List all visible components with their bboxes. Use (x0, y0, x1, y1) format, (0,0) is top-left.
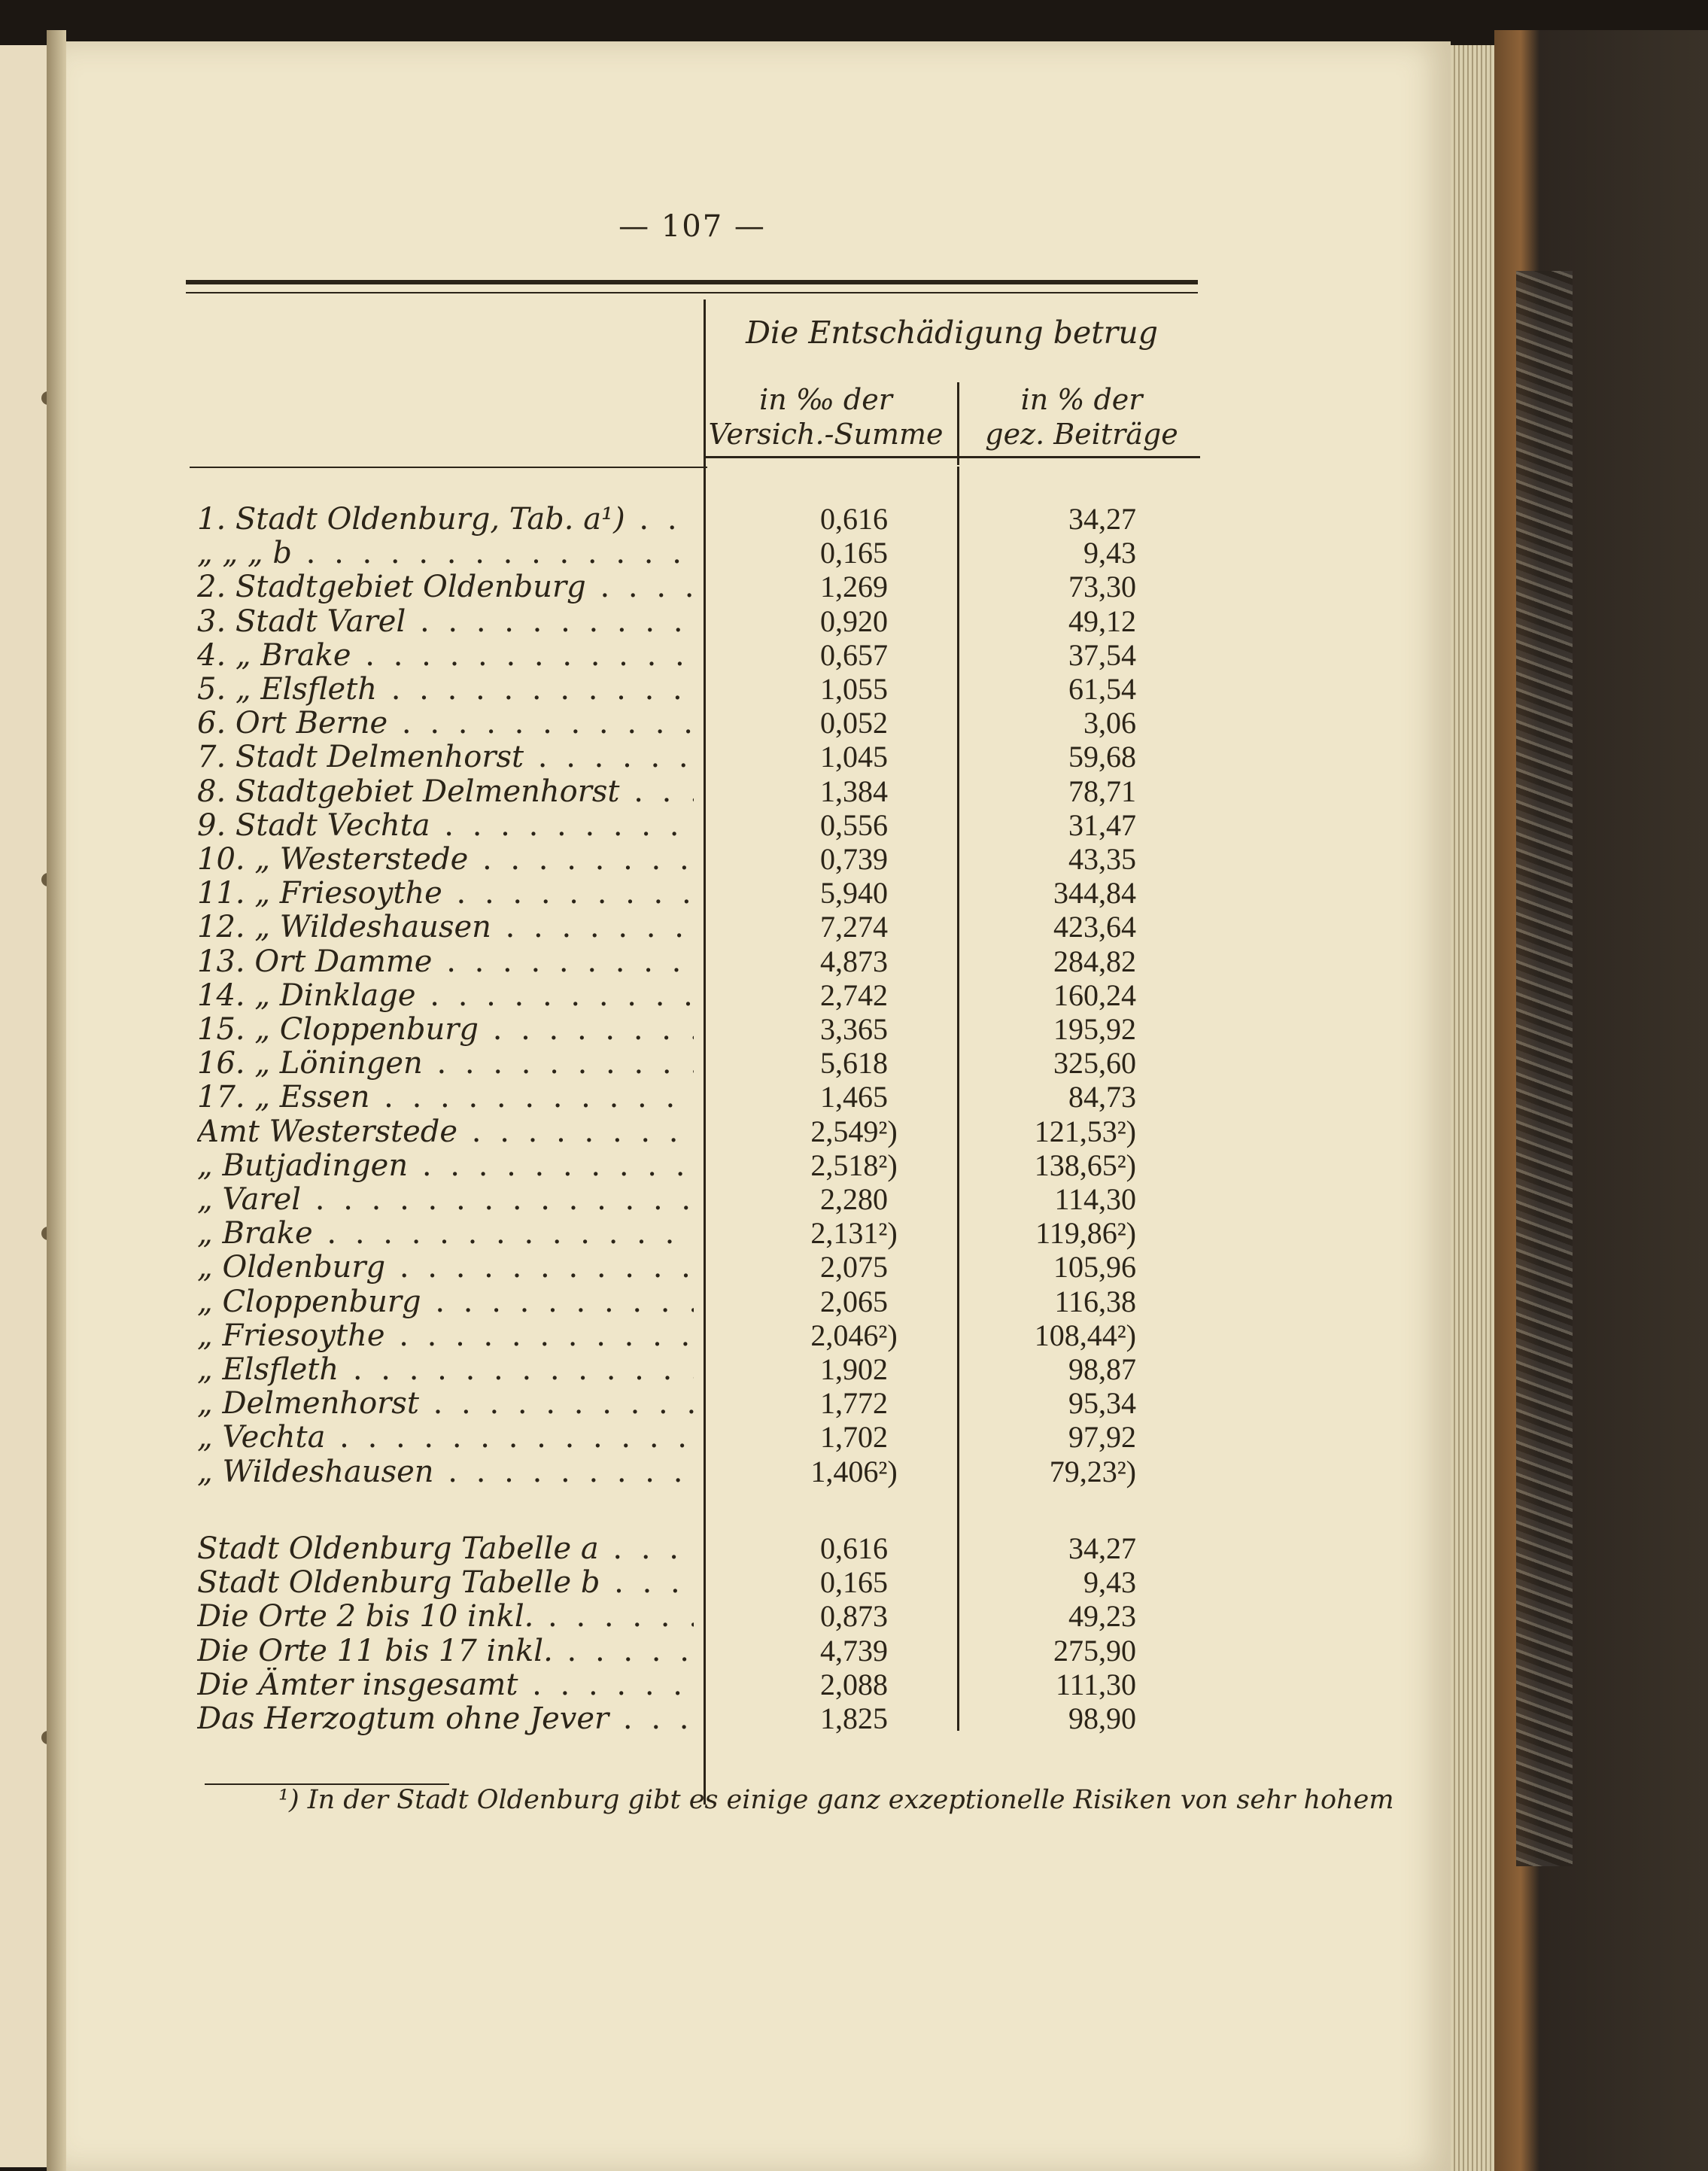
table-row (0, 1420, 1708, 1455)
value-beitraege: 98,87 (1068, 1352, 1136, 1386)
value-versich-summe: 0,657 (820, 637, 888, 672)
row-label: 15. „ Cloppenburg . . . (197, 1012, 694, 1047)
value-beitraege: 9,43 (1083, 536, 1136, 570)
table-row (0, 876, 1708, 911)
value-beitraege: 325,60 (1053, 1046, 1136, 1081)
table-row (0, 1148, 1708, 1183)
value-beitraege: 37,54 (1068, 637, 1136, 672)
value-beitraege: 95,34 (1068, 1386, 1136, 1421)
table-row (0, 1012, 1708, 1047)
table-row (0, 944, 1708, 979)
value-versich-summe: 2,075 (820, 1250, 888, 1285)
table-row (0, 1386, 1708, 1421)
value-beitraege: 108,44²) (1034, 1318, 1136, 1352)
table-row (0, 910, 1708, 944)
value-versich-summe: 2,088 (820, 1667, 888, 1701)
value-versich-summe: 0,739 (820, 842, 888, 876)
value-beitraege: 97,92 (1068, 1420, 1136, 1455)
row-label: „ Cloppenburg . . . (197, 1285, 694, 1319)
table-row (0, 638, 1708, 673)
row-label: 10. „ Westerstede . . . (197, 842, 694, 877)
value-versich-summe: 1,269 (820, 570, 888, 604)
col2-header-line1: in % der (1020, 383, 1143, 416)
row-label: 3. Stadt Varel . . . (197, 604, 694, 639)
row-label: 14. „ Dinklage . . . (197, 978, 694, 1013)
value-beitraege: 121,53²) (1034, 1114, 1136, 1148)
table-row (0, 1285, 1708, 1319)
value-versich-summe: 1,055 (820, 672, 888, 706)
value-versich-summe: 0,616 (820, 1531, 888, 1565)
value-beitraege: 34,27 (1068, 502, 1136, 536)
table-row (0, 774, 1708, 809)
value-versich-summe: 0,873 (820, 1599, 888, 1634)
value-beitraege: 49,12 (1068, 604, 1136, 638)
value-beitraege: 119,86²) (1035, 1216, 1136, 1251)
value-versich-summe: 7,274 (820, 910, 888, 944)
row-label: Die Orte 11 bis 17 inkl. . . . (197, 1634, 694, 1668)
value-versich-summe: 2,549²) (810, 1114, 898, 1148)
row-label: „ Elsfleth . . . (197, 1352, 694, 1387)
table-row (0, 570, 1708, 604)
row-label: „ Butjadingen . . . (197, 1148, 694, 1183)
value-versich-summe: 4,873 (820, 944, 888, 978)
table-row (0, 1080, 1708, 1114)
column-header-beitraege (959, 382, 1204, 452)
value-beitraege: 423,64 (1053, 910, 1136, 944)
table-row (0, 536, 1708, 570)
value-versich-summe: 2,065 (820, 1284, 888, 1318)
table-row (0, 1565, 1708, 1600)
column-header-versich-summe (704, 382, 948, 452)
col1-header-line1: in ‰ der (759, 383, 892, 416)
table-row (0, 1250, 1708, 1285)
value-beitraege: 3,06 (1083, 706, 1136, 740)
value-versich-summe: 0,556 (820, 807, 888, 842)
value-beitraege: 59,68 (1068, 740, 1136, 774)
value-beitraege: 34,27 (1068, 1531, 1136, 1565)
value-versich-summe: 1,702 (820, 1420, 888, 1455)
row-label: 7. Stadt Delmenhorst . . . (197, 740, 694, 774)
row-label: 4. „ Brake . . . (197, 638, 694, 673)
col1-header-line2: Versich.-Summe (708, 418, 944, 451)
row-label: 8. Stadtgebiet Delmenhorst . . . (197, 774, 694, 809)
table-row (0, 1318, 1708, 1353)
table-row (0, 1114, 1708, 1149)
value-versich-summe: 1,902 (820, 1352, 888, 1386)
row-label: 12. „ Wildeshausen . . . (197, 910, 694, 944)
value-beitraege: 49,23 (1068, 1599, 1136, 1634)
value-beitraege: 61,54 (1068, 672, 1136, 706)
value-versich-summe: 1,406²) (810, 1454, 898, 1488)
row-label: 1. Stadt Oldenburg, Tab. a¹) . . . (197, 502, 694, 537)
header-divider (957, 382, 959, 465)
row-label: Amt Westerstede . . . (197, 1114, 694, 1149)
table-row (0, 842, 1708, 877)
value-beitraege: 84,73 (1068, 1080, 1136, 1114)
table-row (0, 1455, 1708, 1489)
value-beitraege: 111,30 (1055, 1667, 1136, 1701)
table-row (0, 1046, 1708, 1081)
table-row (0, 740, 1708, 774)
value-versich-summe: 0,165 (820, 1565, 888, 1600)
table-row (0, 808, 1708, 843)
table-row (0, 1182, 1708, 1217)
row-label: „ Delmenhorst . . . (197, 1386, 694, 1421)
row-label: 2. Stadtgebiet Oldenburg . . . (197, 570, 694, 604)
row-label: „ Vechta . . . (197, 1420, 694, 1455)
value-versich-summe: 1,825 (820, 1701, 888, 1735)
value-versich-summe: 2,518²) (810, 1148, 898, 1182)
table-row (0, 502, 1708, 537)
row-label: 6. Ort Berne . . . (197, 706, 694, 740)
row-label: 11. „ Friesoythe . . . (197, 876, 694, 911)
row-label: 9. Stadt Vechta . . . (197, 808, 694, 843)
value-beitraege: 73,30 (1068, 570, 1136, 604)
row-label: „ Varel . . . (197, 1182, 694, 1217)
footnote: ¹) In der Stadt Oldenburg gibt es einige ganz exzeptionelle Risiken von sehr hohem (278, 1785, 1394, 1815)
value-beitraege: 78,71 (1068, 774, 1136, 808)
value-beitraege: 105,96 (1053, 1250, 1136, 1285)
value-beitraege: 116,38 (1054, 1284, 1136, 1318)
table-row (0, 672, 1708, 707)
table-row (0, 1701, 1708, 1736)
value-beitraege: 160,24 (1053, 978, 1136, 1012)
value-beitraege: 98,90 (1068, 1701, 1136, 1735)
table-row (0, 1668, 1708, 1702)
value-versich-summe: 0,052 (820, 706, 888, 740)
value-beitraege: 275,90 (1053, 1633, 1136, 1668)
value-beitraege: 114,30 (1054, 1182, 1136, 1216)
value-versich-summe: 0,165 (820, 536, 888, 570)
row-label: Stadt Oldenburg Tabelle b . . . (197, 1565, 694, 1600)
row-label: „ Brake . . . (197, 1216, 694, 1251)
value-versich-summe: 2,046²) (810, 1318, 898, 1352)
value-versich-summe: 0,616 (820, 502, 888, 536)
value-versich-summe: 5,940 (820, 876, 888, 911)
value-versich-summe: 3,365 (820, 1012, 888, 1046)
value-beitraege: 344,84 (1053, 876, 1136, 911)
value-beitraege: 284,82 (1053, 944, 1136, 978)
value-versich-summe: 1,384 (820, 774, 888, 808)
table-row (0, 1531, 1708, 1566)
row-label: 16. „ Löningen . . . (197, 1046, 694, 1081)
table-row (0, 604, 1708, 639)
value-beitraege: 138,65²) (1034, 1148, 1136, 1182)
row-label: Stadt Oldenburg Tabelle a . . . (197, 1531, 694, 1566)
value-beitraege: 9,43 (1083, 1565, 1136, 1600)
value-versich-summe: 1,465 (820, 1080, 888, 1114)
row-label: Die Ämter insgesamt . . . (197, 1668, 694, 1702)
value-versich-summe: 4,739 (820, 1633, 888, 1668)
value-versich-summe: 2,280 (820, 1182, 888, 1216)
row-label: Das Herzogtum ohne Jever . . . (197, 1701, 694, 1736)
col2-header-line2: gez. Beiträge (985, 418, 1178, 451)
row-label: 5. „ Elsfleth . . . (197, 672, 694, 707)
value-beitraege: 79,23²) (1049, 1454, 1136, 1488)
value-versich-summe: 1,772 (820, 1386, 888, 1421)
page-number: — 107 — (618, 209, 766, 244)
table-row (0, 1599, 1708, 1634)
row-label: 17. „ Essen . . . (197, 1080, 694, 1114)
table-row (0, 1352, 1708, 1387)
table-row (0, 978, 1708, 1013)
value-versich-summe: 0,920 (820, 604, 888, 638)
table-row (0, 1216, 1708, 1251)
row-label: 13. Ort Damme . . . (197, 944, 694, 979)
value-versich-summe: 5,618 (820, 1046, 888, 1081)
value-beitraege: 43,35 (1068, 842, 1136, 876)
table-row (0, 706, 1708, 740)
table-row (0, 1634, 1708, 1668)
table-top-rule (186, 280, 1198, 293)
value-beitraege: 31,47 (1068, 807, 1136, 842)
row-label: „ „ „ b . . . (197, 536, 694, 570)
row-label: Die Orte 2 bis 10 inkl. . . . (197, 1599, 694, 1634)
value-versich-summe: 1,045 (820, 740, 888, 774)
header-bottom-rule (704, 456, 1200, 458)
stub-header-rule (190, 467, 707, 468)
row-label: „ Oldenburg . . . (197, 1250, 694, 1285)
column-group-header: Die Entschädigung betrug (746, 315, 1158, 351)
value-versich-summe: 2,131²) (810, 1216, 898, 1251)
value-versich-summe: 2,742 (820, 978, 888, 1012)
row-label: „ Friesoythe . . . (197, 1318, 694, 1353)
value-beitraege: 195,92 (1053, 1012, 1136, 1046)
row-label: „ Wildeshausen . . . (197, 1455, 694, 1489)
